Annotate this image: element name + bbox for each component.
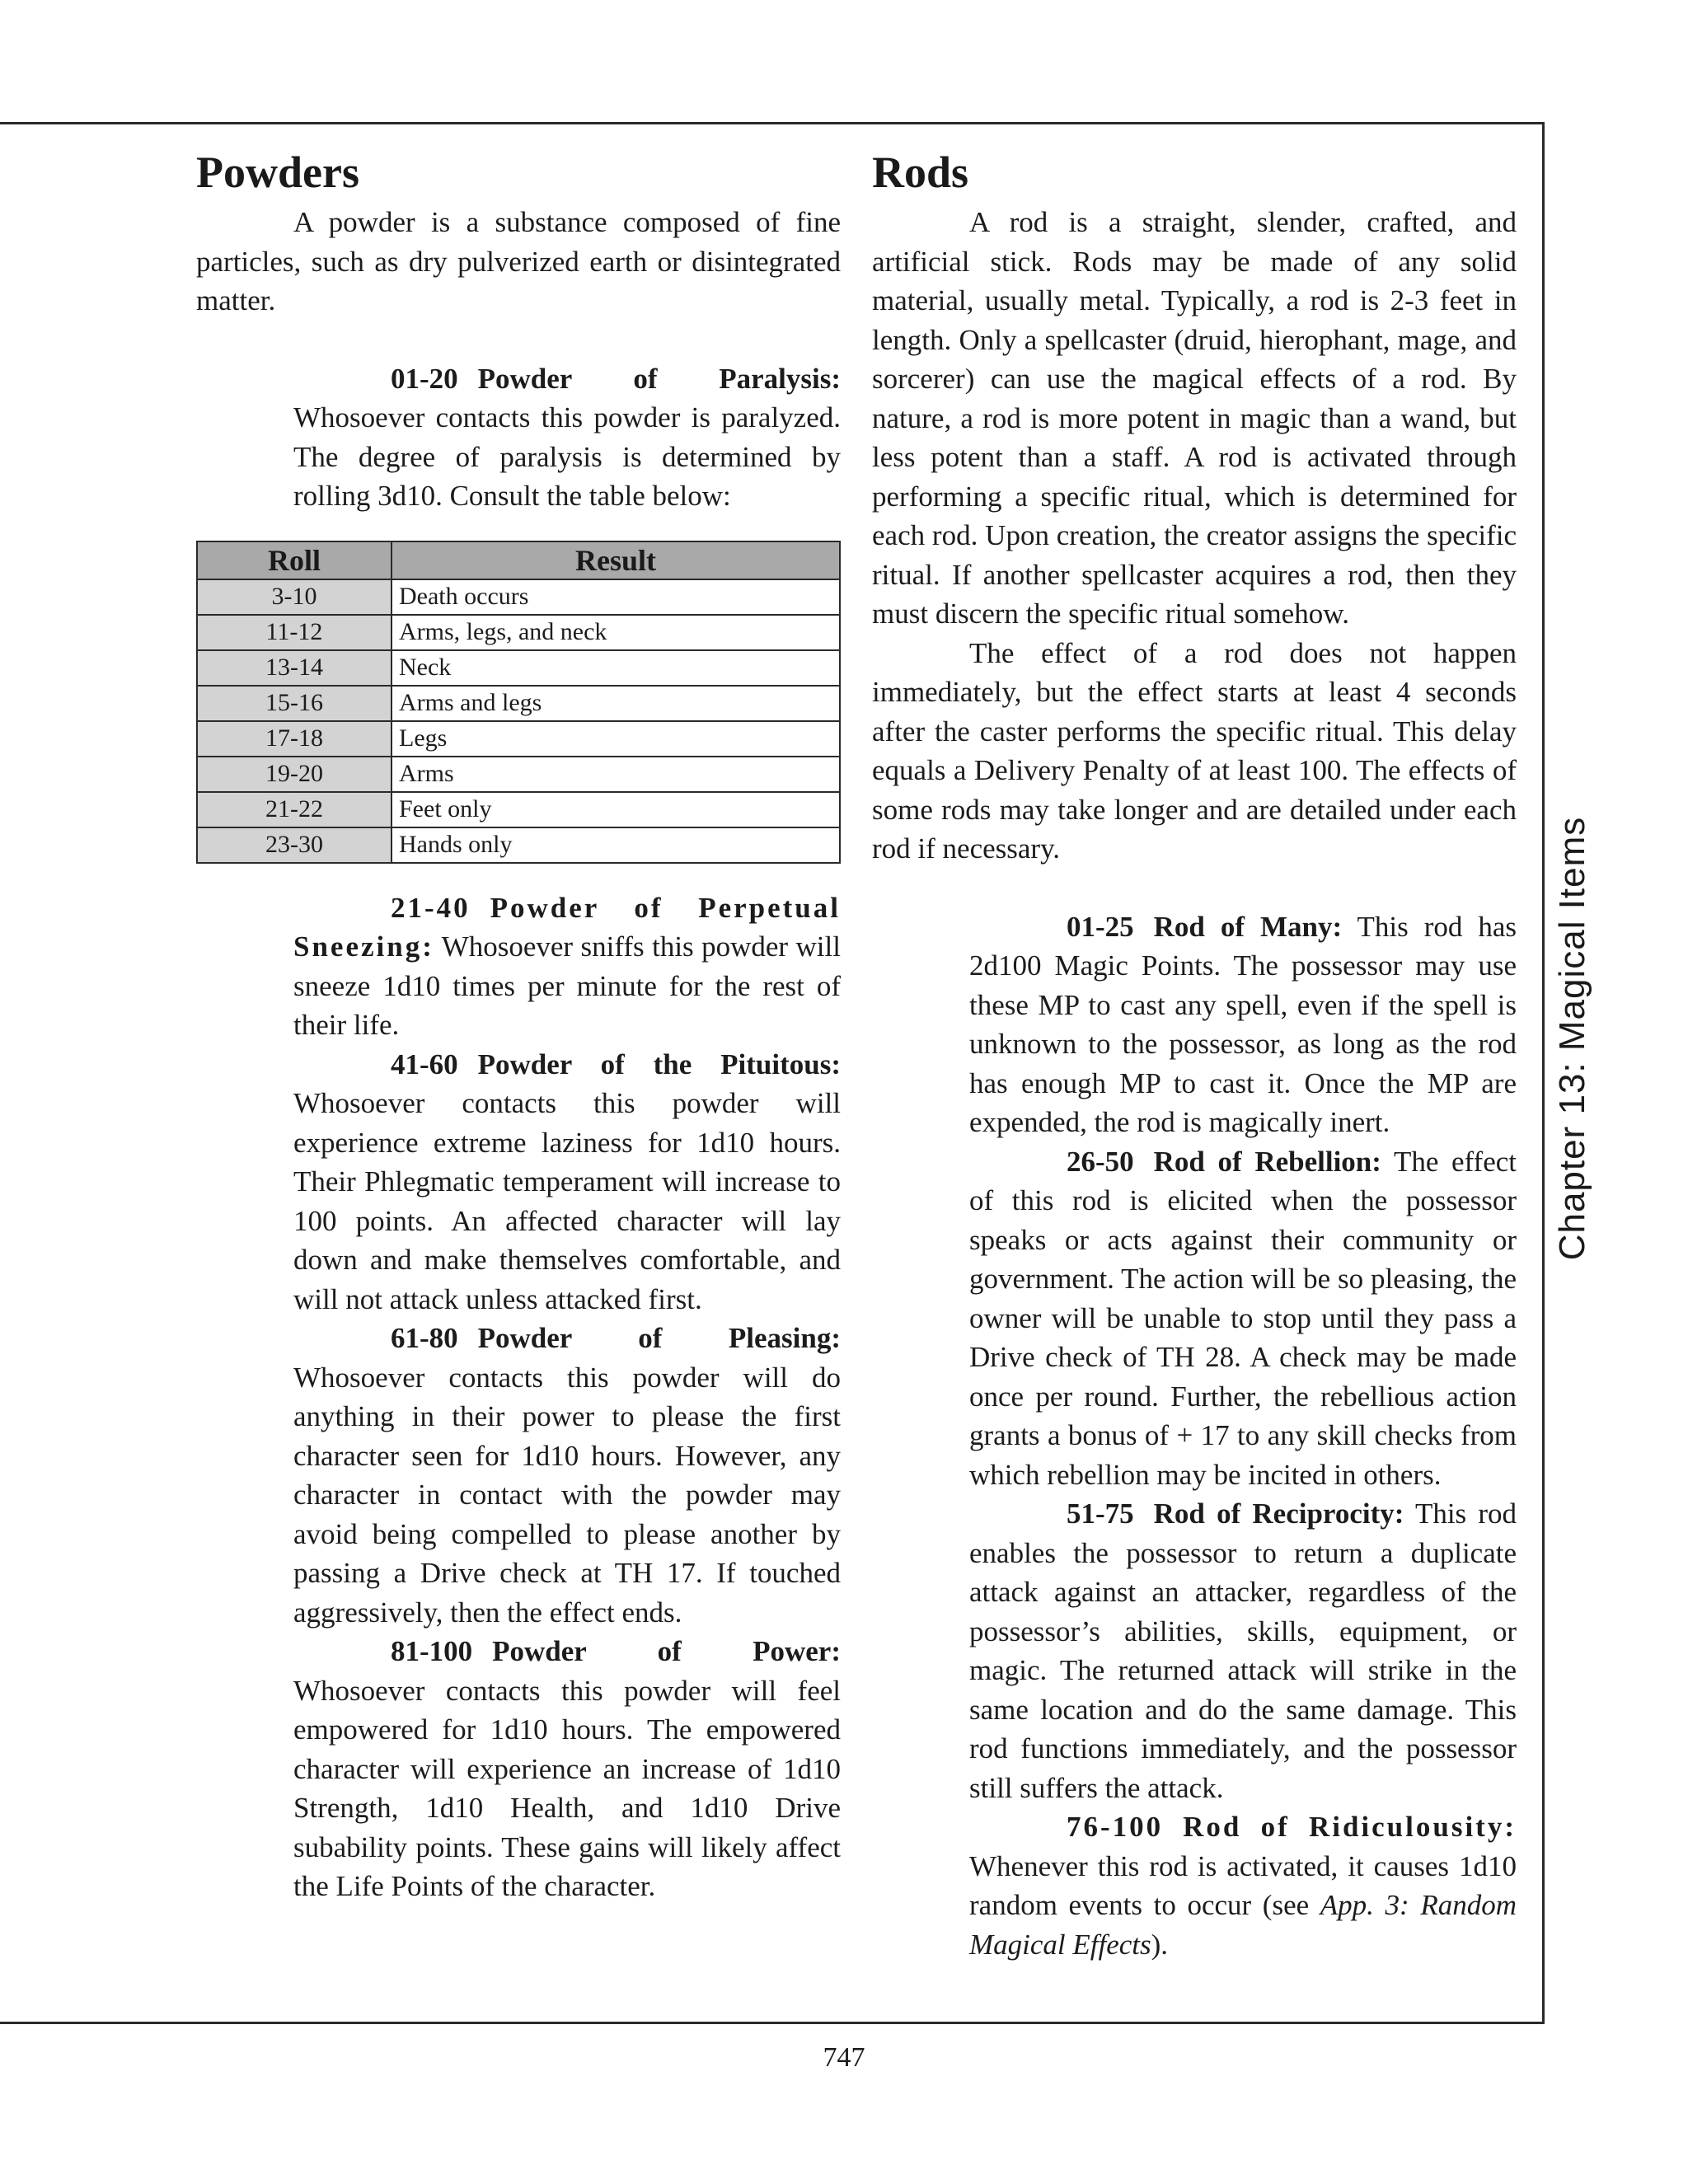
table-cell-roll: 3-10: [197, 579, 392, 615]
entry-text: Whosoever contacts this powder will feel empowered for 1d10 hours. The empowered character will experience an increase of 1d10 Strength, 1d10 Health, and 1d10 Drive subability points. These gains will likely affect the Life Points of the character.: [293, 1674, 841, 1902]
entry-roll: 81-100: [391, 1635, 473, 1667]
entry-name: Powder of the Pituitous:: [477, 1047, 841, 1080]
table-header-result: Result: [392, 541, 840, 579]
entry-roll: 21-40: [391, 891, 471, 924]
table-cell-roll: 23-30: [197, 827, 392, 863]
table-header-roll: Roll: [197, 541, 392, 579]
table-row: [197, 615, 840, 650]
entry-text: This rod enables the possessor to return a duplicate attack against an attacker, regardless of the possessor’s abilities, skills, equipment, or magic. The returned attack will strike in the same location and do the same damage. This rod functions immediately, and the possessor still suffers the attack.: [969, 1497, 1517, 1804]
entry-name: Rod of Reciprocity:: [1153, 1497, 1404, 1530]
chapter-tab: Chapter 13: Magical Items: [1552, 816, 1592, 1261]
table-cell-roll: 11-12: [197, 615, 392, 650]
page-frame-bottom-rule: [0, 2022, 1545, 2024]
entry-text-italic-reference: App. 3: Random Magical Effects: [969, 1889, 1517, 1961]
entry-text: This rod has 2d100 Magic Points. The possessor may use these MP to cast any spell, even if the spell is unknown to the possessor, as long as the rod has enough MP to cast it. Once the MP are expended, the rod is magically inert.: [969, 910, 1517, 1138]
table-row: [197, 757, 840, 792]
entry-text: Whenever this rod is activated, it causes 1d10 random events to occur (see: [969, 1849, 1517, 1921]
entry-roll: 26-50: [1067, 1145, 1134, 1178]
table-row: [197, 792, 840, 827]
entry-roll: 41-60: [391, 1047, 458, 1080]
entry-roll: 76-100: [1067, 1811, 1164, 1843]
table-cell-result: Legs: [392, 721, 840, 757]
entry-name: Rod of Many:: [1153, 910, 1343, 943]
entry-roll: 51-75: [1067, 1497, 1134, 1530]
powder-entry: [293, 359, 841, 516]
rod-entries: [969, 907, 1517, 1965]
page-frame-top-rule: [0, 122, 1545, 124]
entry-roll: 61-80: [391, 1322, 458, 1354]
table-cell-result: Arms: [392, 757, 840, 792]
entry-name: Powder of Power:: [492, 1635, 841, 1667]
entry-name: Powder of Perpetual Sneezing:: [293, 891, 841, 963]
entry-name: Powder of Paralysis:: [477, 362, 841, 395]
table-row: [197, 686, 840, 721]
table-row: [197, 650, 840, 686]
table-cell-result: Feet only: [392, 792, 840, 827]
table-cell-roll: 13-14: [197, 650, 392, 686]
table-cell-result: Hands only: [392, 827, 840, 863]
page-number: 747: [823, 2042, 865, 2073]
table-row: [197, 721, 840, 757]
table-cell-roll: 21-22: [197, 792, 392, 827]
entry-roll: 01-20: [391, 362, 458, 395]
table-cell-result: Arms and legs: [392, 686, 840, 721]
entry-text: The effect of this rod is elicited when the possessor speaks or acts against their community or government. The action will be so pleasing, the owner will be unable to stop until they pass a Drive check of TH 28. A check may be made once per round. Further, the rebellious action grants a bonus of + 17 to any skill checks from which rebellion may be incited in others.: [969, 1145, 1517, 1491]
entry-text: Whosoever contacts this powder will do anything in their power to please the first character seen for 1d10 hours. However, any character in contact with the powder may avoid being compelled to please another by passing a Drive check at TH 17. If touched aggressively, then the effect ends.: [293, 1361, 841, 1629]
rods-intro-1: A rod is a straight, slender, crafted, and artificial stick. Rods may be made of any solid material, usually metal. Typically, a rod is 2-3 feet in length. Only a spellcaster (druid, hierophant, mage, and sorcerer) can use the magical effects of a rod. By nature, a rod is more potent in magic than a wand, but less potent than a staff. A rod is activated through performing a specific ritual, which is determined for each rod. Upon creation, the creator assigns the specific ritual. If another spellcaster acquires a rod, then they must discern the specific ritual somehow.: [872, 206, 1517, 630]
entry-text: Whosoever sniffs this powder will sneeze 1d10 times per minute for the rest of their life.: [293, 930, 841, 1041]
table-row: [197, 579, 840, 615]
powders-heading: Powders: [196, 148, 359, 197]
powders-column: [196, 140, 841, 1906]
table-cell-roll: 17-18: [197, 721, 392, 757]
paralysis-table: [196, 541, 841, 864]
entry-name: Powder of Pleasing:: [477, 1322, 841, 1354]
entry-roll: 01-25: [1067, 910, 1134, 943]
rods-column: [872, 140, 1517, 1964]
page-frame-right-rule: [1542, 122, 1545, 2024]
entry-text-end: ).: [1151, 1928, 1169, 1961]
entry-text: Whosoever contacts this powder will experience extreme laziness for 1d10 hours. Their Phlegmatic temperament will increase to 100 points. An affected character will lay down and make themselves comfortable, and will not attack unless attacked first.: [293, 1087, 841, 1315]
table-cell-roll: 19-20: [197, 757, 392, 792]
table-cell-roll: 15-16: [197, 686, 392, 721]
rods-intro-2: The effect of a rod does not happen immediately, but the effect starts at least 4 seconds after the caster performs the specific ritual. This delay equals a Delivery Penalty of at least 100. The effects of some rods may take longer and are detailed under each rod if necessary.: [872, 636, 1517, 865]
entry-name: Rod of Rebellion:: [1153, 1145, 1381, 1178]
table-header-row: [197, 541, 840, 579]
table-cell-result: Arms, legs, and neck: [392, 615, 840, 650]
table-cell-result: Death occurs: [392, 579, 840, 615]
powders-intro: A powder is a substance composed of fine particles, such as dry pulverized earth or disintegrated matter.: [196, 206, 841, 316]
entry-name: Rod of Ridiculousity:: [1183, 1811, 1517, 1843]
rods-heading: Rods: [872, 148, 969, 197]
table-row: [197, 827, 840, 863]
table-cell-result: Neck: [392, 650, 840, 686]
powder-entry: [293, 888, 841, 1906]
entry-text: Whosoever contacts this powder is paralyzed. The degree of paralysis is determined by rolling 3d10. Consult the table below:: [293, 401, 841, 512]
